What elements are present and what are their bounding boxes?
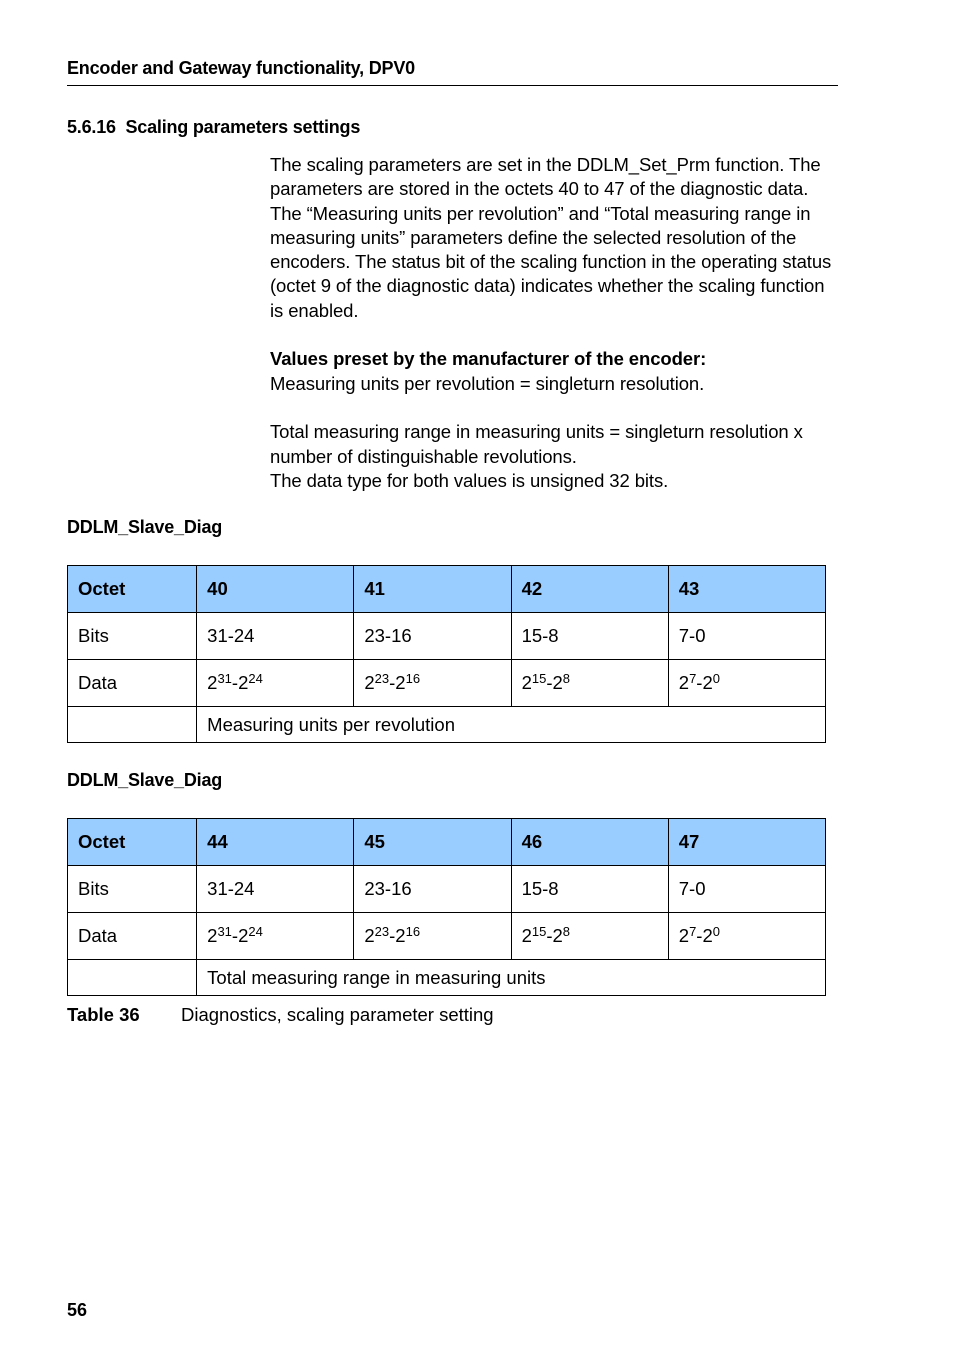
page-number: 56 [67, 1300, 88, 1320]
row-label: Bits [68, 613, 197, 660]
data-cell: $2^{31}-2^{24}$ [197, 913, 354, 960]
data-cell: $2^{31}-2^{24}$ [197, 660, 354, 707]
header-cell: 44 [197, 819, 354, 866]
row-label: Data [68, 660, 197, 707]
bits-cell: 31-24 [197, 613, 354, 660]
description-cell: Measuring units per revolution [197, 707, 826, 743]
table-caption [67, 1004, 494, 1026]
caption-text: Diagnostics, scaling parameter setting [181, 1004, 494, 1025]
table-row-data [68, 660, 826, 707]
bits-cell: 23-16 [354, 866, 511, 913]
header-title: Encoder and Gateway functionality, DPV0 [67, 58, 415, 78]
empty-cell [68, 707, 197, 743]
section-title [67, 117, 360, 138]
preset-line-3: The data type for both values is unsigned 32 bits. [270, 469, 669, 491]
intro-paragraph: The scaling parameters are set in the DDLM_Set_Prm function. The parameters are stored in the octets 40 to 47 of the diagnostic data. The “Measuring units per revolution” and “Total measuring range in measuring units” parameters define the selected resolution of the encoders. The status bit of the scaling function in the operating status (octet 9 of the diagnostic data) indicates whether the scaling function is enabled. [270, 154, 832, 321]
description-cell: Total measuring range in measuring units [197, 960, 826, 996]
header-cell: 40 [197, 566, 354, 613]
header-cell: 42 [511, 566, 668, 613]
caption-label: Table 36 [67, 1004, 140, 1025]
intro-text [270, 153, 840, 493]
diag-table-2 [67, 818, 826, 996]
header-cell: Octet [68, 819, 197, 866]
table-2-heading: DDLM_Slave_Diag [67, 770, 223, 790]
bits-cell: 31-24 [197, 866, 354, 913]
data-cell: $2^{15}-2^8$ [511, 913, 668, 960]
section-number: 5.6.16 [67, 117, 116, 137]
table-header-row [68, 819, 826, 866]
data-cell: $2^{23}-2^{16}$ [354, 660, 511, 707]
section-title-text: Scaling parameters settings [125, 117, 361, 137]
bits-cell: 15-8 [511, 866, 668, 913]
bits-cell: 15-8 [511, 613, 668, 660]
table-row-data [68, 913, 826, 960]
header-cell: 46 [511, 819, 668, 866]
row-label: Bits [68, 866, 197, 913]
data-cell: $2^7-2^0$ [668, 660, 825, 707]
running-header [67, 58, 838, 86]
header-cell: 41 [354, 566, 511, 613]
data-cell: $2^7-2^0$ [668, 913, 825, 960]
preset-line-2: Total measuring range in measuring units = singleturn resolution x number of distinguishable revolutions. [270, 421, 803, 467]
bits-cell: 7-0 [668, 866, 825, 913]
preset-line-1: Measuring units per revolution = singleturn resolution. [270, 372, 705, 394]
diag-table-1 [67, 565, 826, 743]
header-cell: Octet [68, 566, 197, 613]
data-cell: $2^{15}-2^8$ [511, 660, 668, 707]
data-cell: $2^{23}-2^{16}$ [354, 913, 511, 960]
table-row-description [68, 960, 826, 996]
bits-cell: 23-16 [354, 613, 511, 660]
header-cell: 43 [668, 566, 825, 613]
table-1-heading: DDLM_Slave_Diag [67, 517, 223, 537]
header-cell: 45 [354, 819, 511, 866]
table-row-description [68, 707, 826, 743]
bits-cell: 7-0 [668, 613, 825, 660]
row-label: Data [68, 913, 197, 960]
header-cell: 47 [668, 819, 825, 866]
table-row-bits [68, 866, 826, 913]
table-header-row [68, 566, 826, 613]
preset-heading: Values preset by the manufacturer of the encoder: [270, 348, 707, 370]
empty-cell [68, 960, 197, 996]
table-row-bits [68, 613, 826, 660]
